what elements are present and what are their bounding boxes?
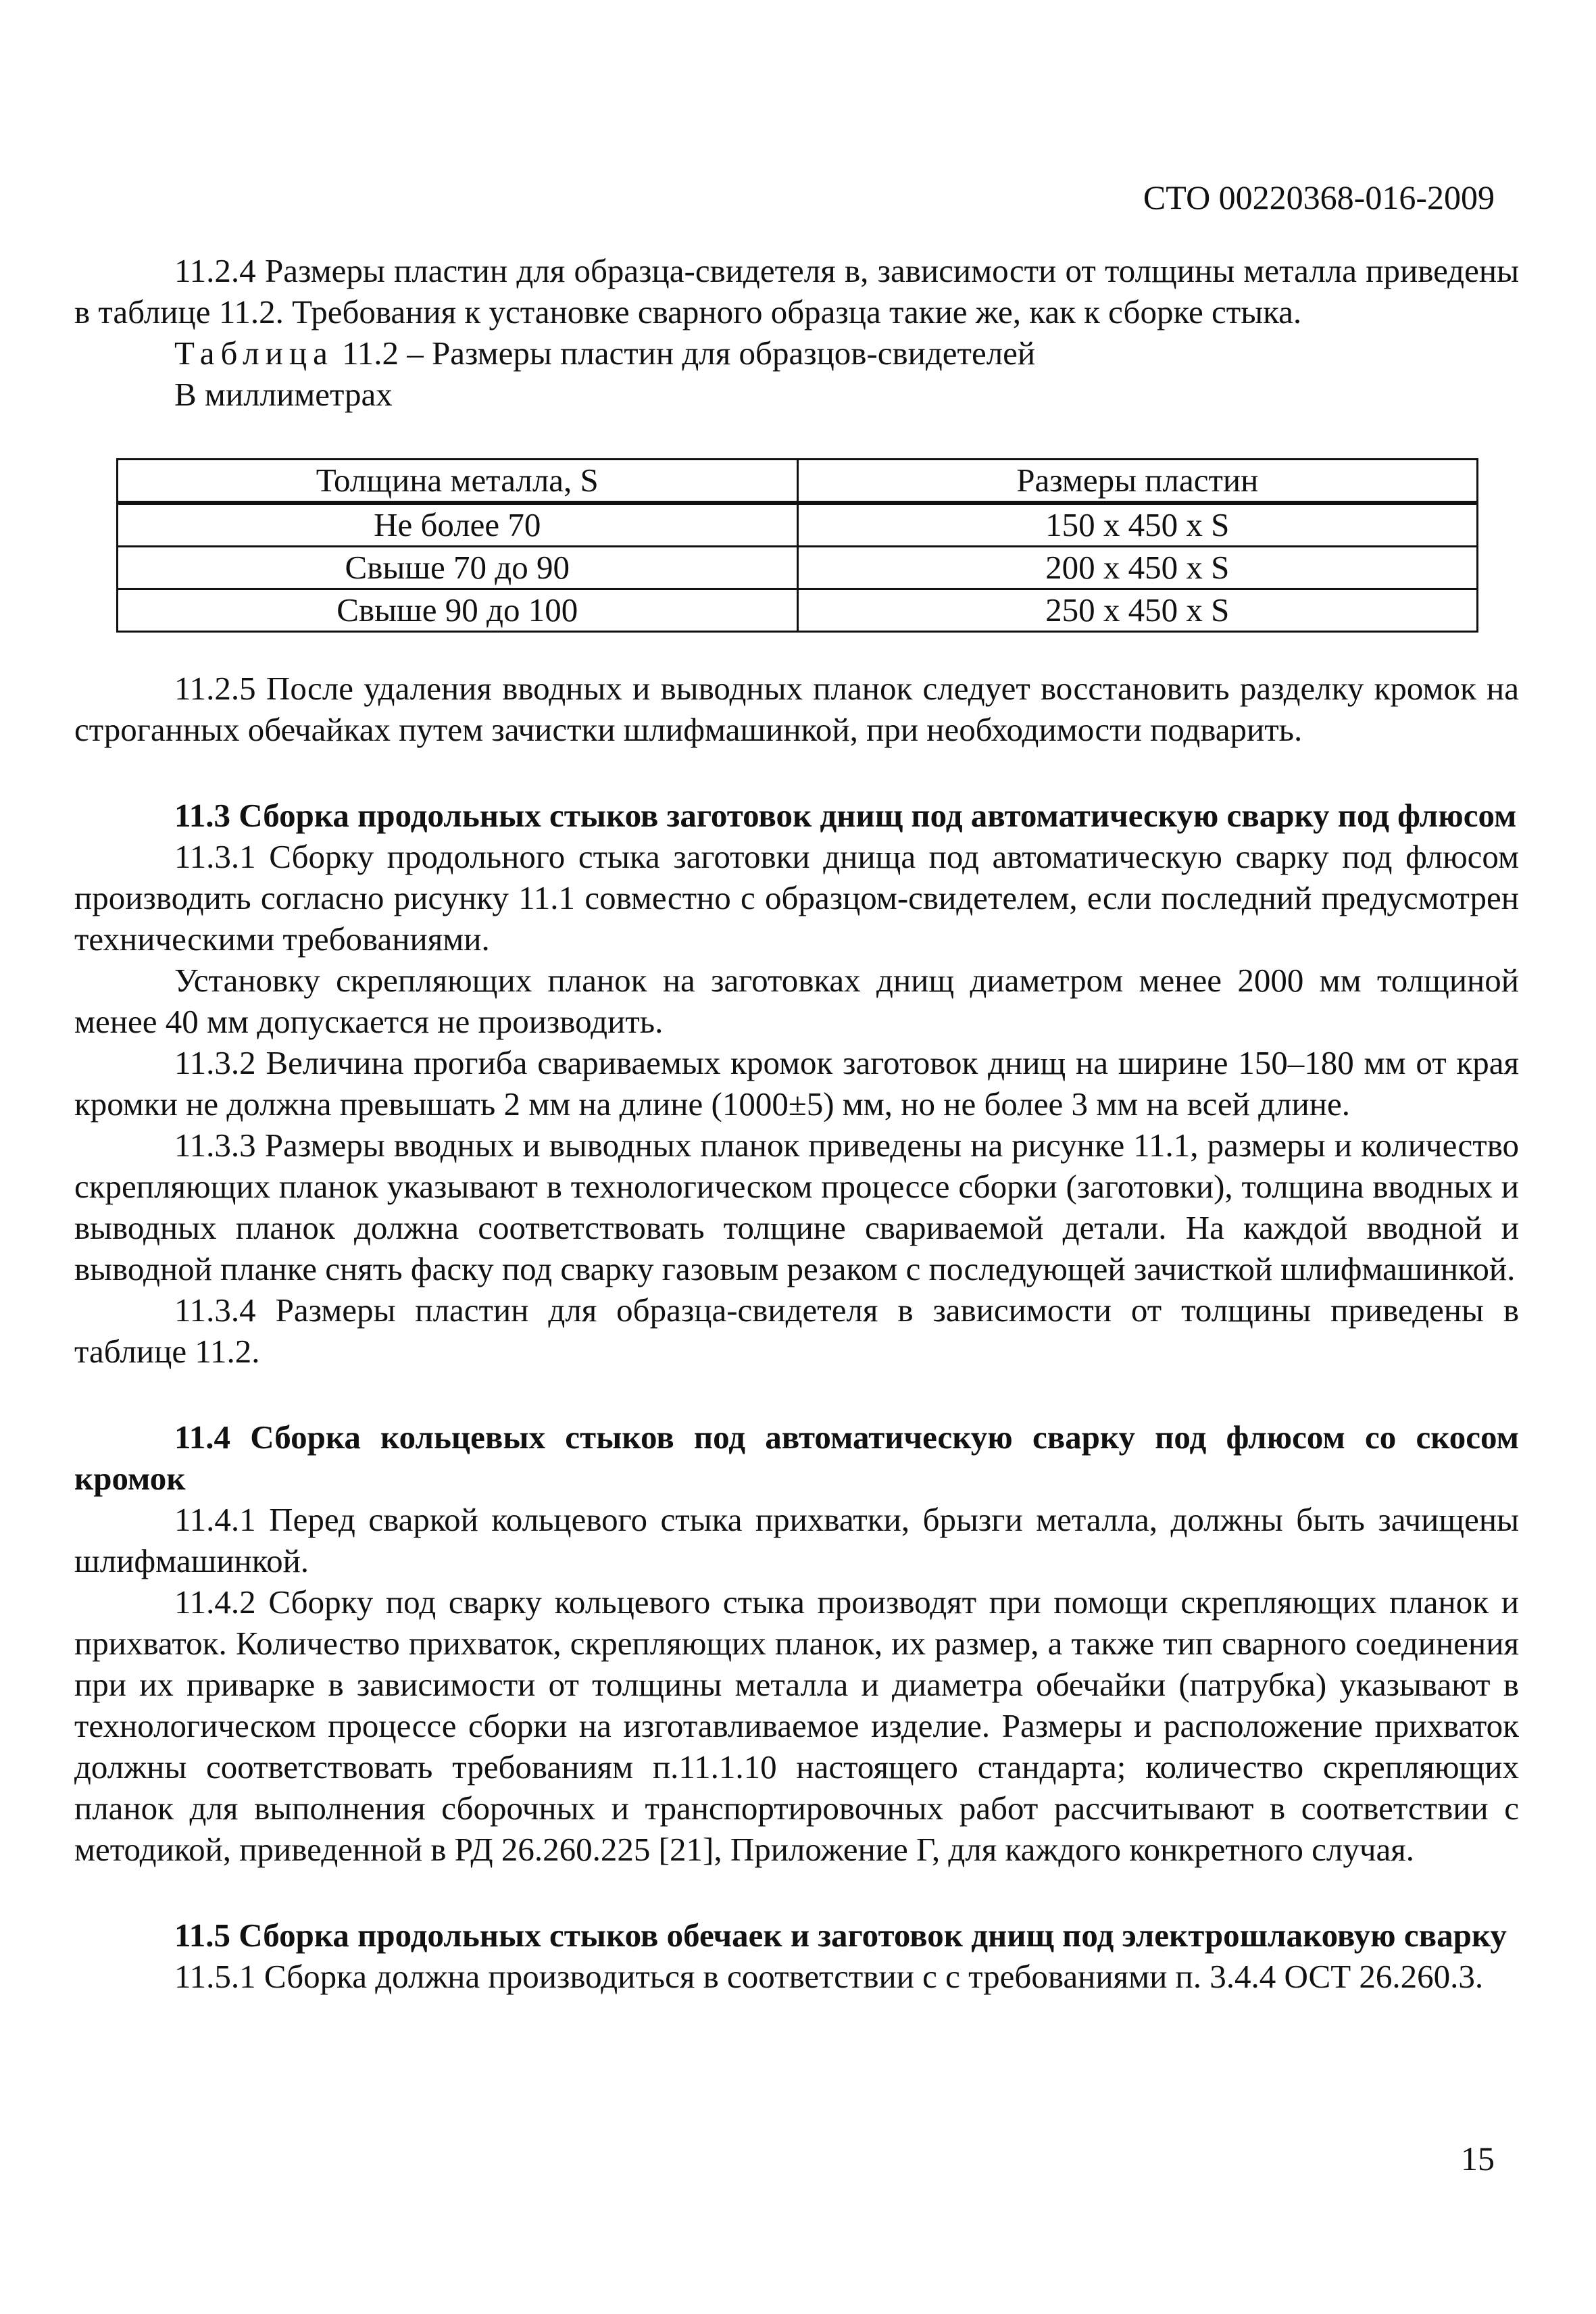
table-cell: 250 х 450 х S — [797, 589, 1478, 632]
page-number: 15 — [1461, 2140, 1495, 2177]
paragraph-11-5-1: 11.5.1 Сборка должна производиться в соответствии с с требованиями п. 3.4.4 ОСТ 26.260.3. — [174, 1958, 1484, 1995]
section-heading-11-3: 11.3 Сборка продольных стыков заготовок днищ под автоматическую сварку под флюсом — [174, 797, 1517, 834]
table-cell: Свыше 90 до 100 — [118, 589, 798, 632]
paragraph-11-3-2: 11.3.2 Величина прогиба свариваемых кромок заготовок днищ на ширине 150–180 мм от края кромки не должна превышать 2 мм на длине (1000±5) мм, но не более 3 мм на всей длине. — [74, 1044, 1519, 1123]
spacer — [74, 633, 1519, 668]
section-heading-11-4: 11.4 Сборка кольцевых стыков под автоматическую сварку под флюсом со скосом кромок — [74, 1419, 1519, 1497]
spacer — [74, 1372, 1519, 1417]
table-header-row — [118, 460, 1478, 503]
paragraph-11-3-4: 11.3.4 Размеры пластин для образца-свидетеля в зависимости от толщины приведены в таблице 11.2. — [74, 1291, 1519, 1370]
document-code-header: СТО 00220368-016-2009 — [1143, 178, 1495, 216]
table-cell: 200 х 450 х S — [797, 547, 1478, 589]
plates-table — [116, 458, 1478, 633]
table-row — [118, 503, 1478, 547]
paragraph-11-3-3: 11.3.3 Размеры вводных и выводных планок приведены на рисунке 11.1, размеры и количество скрепляющих планок указывают в технологическом процессе сборки (заготовки), толщина вводных и выводных планок должна соответствовать толщине свариваемой детали. На каждой вводной и выводной планке снять фаску под сварку газовым резаком с последующей зачисткой шлифмашинкой. — [74, 1127, 1519, 1287]
table-cell: Свыше 70 до 90 — [118, 547, 798, 589]
table-header-cell: Толщина металла, S — [118, 460, 798, 503]
table-cell: 150 х 450 х S — [797, 503, 1478, 547]
paragraph-11-2-5: 11.2.5 После удаления вводных и выводных планок следует восстановить разделку кромок на строганных обечайках путем зачистки шлифмашинкой, при необходимости подварить. — [74, 670, 1519, 748]
spacer — [74, 1870, 1519, 1915]
paragraph-11-4-1: 11.4.1 Перед сваркой кольцевого стыка прихватки, брызги металла, должны быть зачищены шлифмашинкой. — [74, 1501, 1519, 1579]
page-content — [74, 250, 1519, 1997]
spacer — [74, 750, 1519, 795]
table-row — [118, 589, 1478, 632]
table-cell: Не более 70 — [118, 503, 798, 547]
section-heading-11-5: 11.5 Сборка продольных стыков обечаек и заготовок днищ под электрошлаковую сварку — [174, 1917, 1507, 1954]
paragraph-11-4-2: 11.4.2 Сборку под сварку кольцевого стыка производят при помощи скрепляющих планок и прихваток. Количество прихваток, скрепляющих планок, их размер, а также тип сварного соединения при их приварке в зависимости от толщины металла и диаметра обечайки (патрубка) указывают в технологическом процессе сборки на изготавливаемое изделие. Размеры и расположение прихваток должны соответствовать требованиям п.11.1.10 настоящего стандарта; количество скрепляющих планок для выполнения сборочных и транспортировочных работ рассчитывают в соответствии с методикой, приведенной в РД 26.260.225 [21], Приложение Г, для каждого конкретного случая. — [74, 1583, 1519, 1868]
paragraph-11-3-1-cont: Установку скрепляющих планок на заготовках днищ диаметром менее 2000 мм толщиной менее 40 мм допускается не производить. — [74, 962, 1519, 1040]
table-row — [118, 547, 1478, 589]
paragraph-11-3-1: 11.3.1 Сборку продольного стыка заготовки днища под автоматическую сварку под флюсом производить согласно рисунку 11.1 совместно с образцом-свидетелем, если последний предусмотрен техническими требованиями. — [74, 838, 1519, 958]
table-caption — [74, 333, 1519, 374]
table-caption-title: 11.2 – Размеры пластин для образцов-свидетелей — [333, 335, 1036, 372]
table-caption-word: Таблица — [174, 335, 334, 372]
table-header-cell: Размеры пластин — [797, 460, 1478, 503]
table-units: В миллиметрах — [174, 376, 393, 413]
paragraph-11-2-4: 11.2.4 Размеры пластин для образца-свидетеля в, зависимости от толщины металла приведены в таблице 11.2. Требования к установке сварного образца такие же, как к сборке стыка. — [74, 252, 1519, 330]
